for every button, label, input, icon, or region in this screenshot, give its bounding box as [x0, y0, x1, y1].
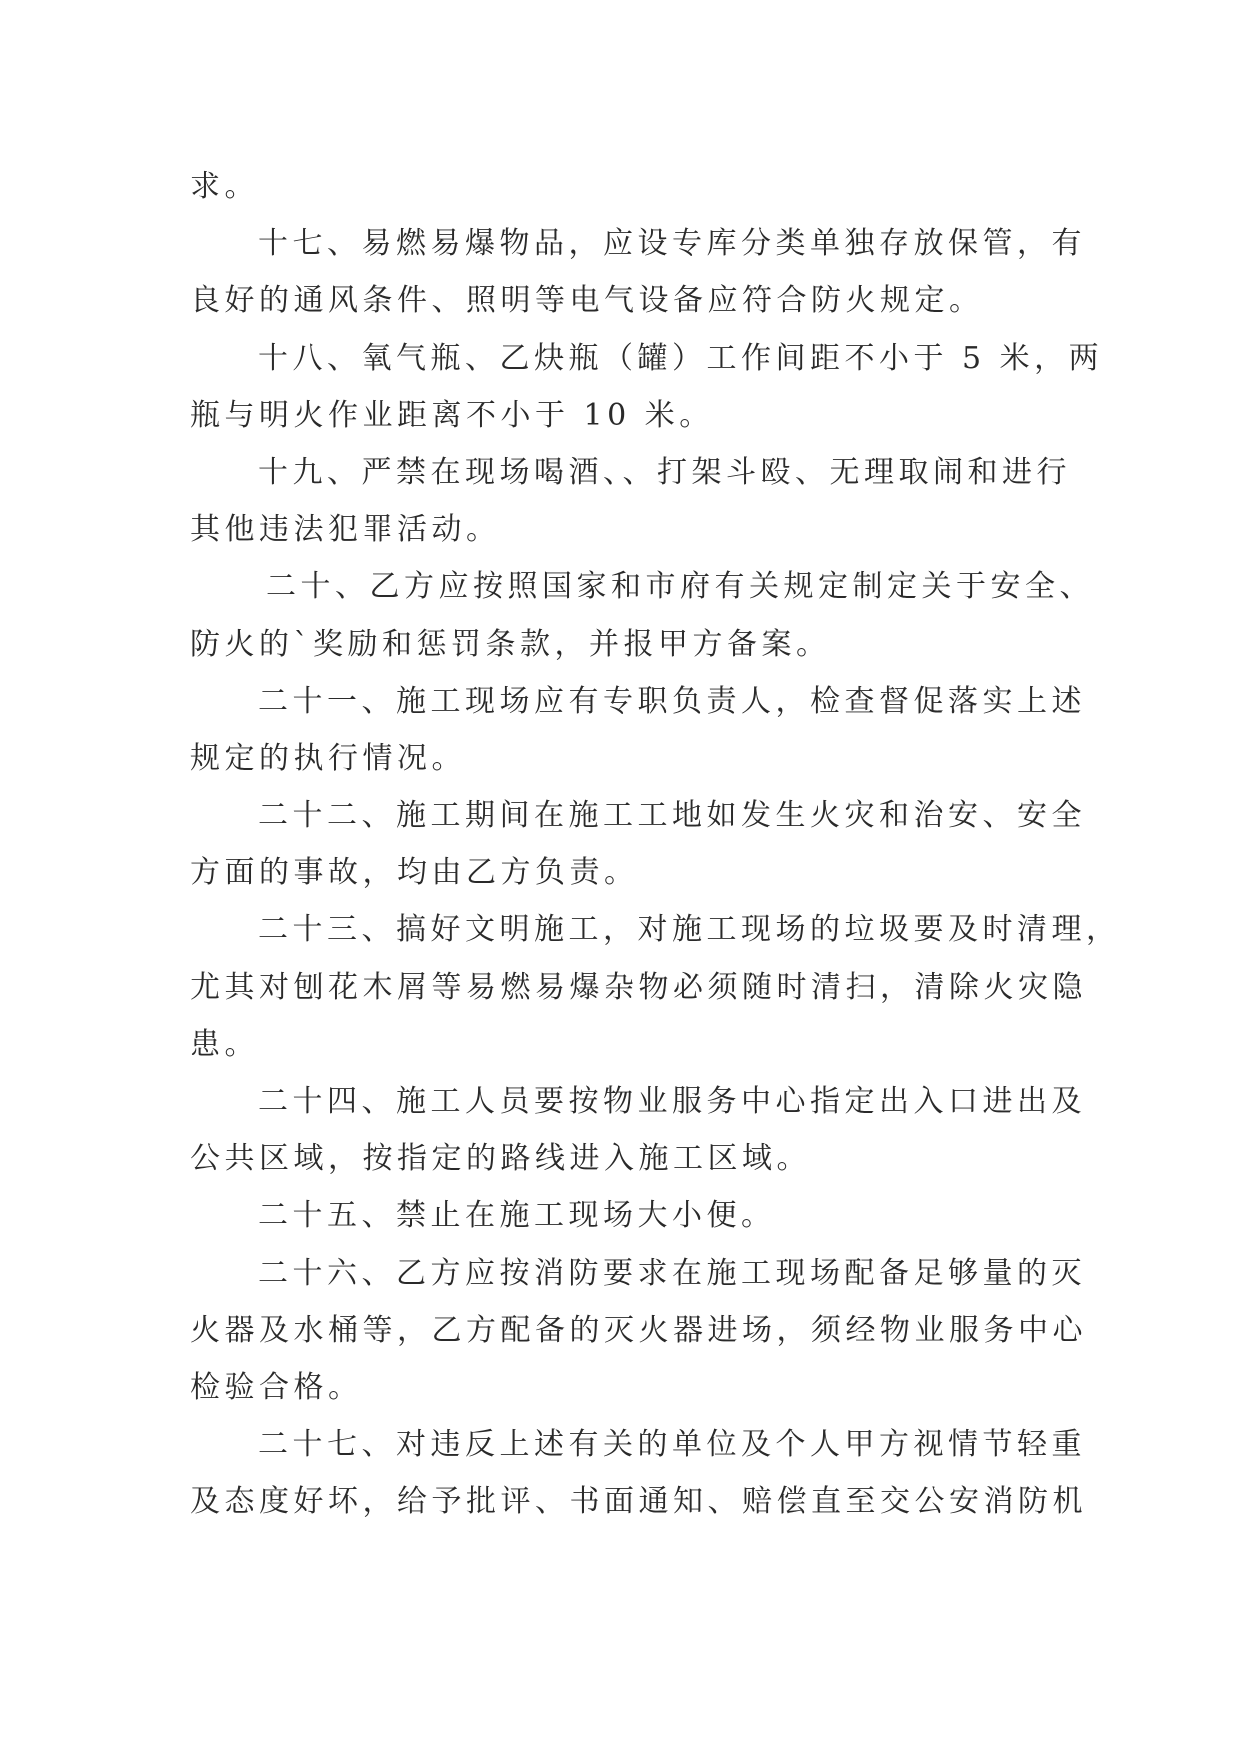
text-line: 瓶与明火作业距离不小于 10 米。 — [190, 397, 714, 433]
text-line: 二十二、施工期间在施工工地如发生火灾和治安、安全 — [258, 798, 1086, 834]
text-line: 二十五、禁止在施工现场大小便。 — [258, 1198, 776, 1234]
text-line: 良好的通风条件、照明等电气设备应符合防火规定。 — [190, 283, 984, 319]
text-line: 公共区域，按指定的路线进入施工区域。 — [190, 1141, 811, 1177]
text-line: 十九、严禁在现场喝酒、、打架斗殴、无理取闹和进行 — [258, 454, 1071, 490]
text-line: 十八、氧气瓶、乙炔瓶（罐）工作间距不小于 5 米，两 — [258, 340, 1104, 376]
text-line: 二十、乙方应按照国家和市府有关规定制定关于安全、 — [266, 569, 1094, 605]
text-line: 十七、易燃易爆物品，应设专库分类单独存放保管，有 — [258, 226, 1086, 262]
text-line: 其他违法犯罪活动。 — [190, 512, 501, 548]
text-line: 及态度好坏，给予批评、书面通知、赔偿直至交公安消防机 — [190, 1484, 1087, 1520]
text-line: 火器及水桶等，乙方配备的灭火器进场，须经物业服务中心 — [190, 1312, 1087, 1348]
document-body — [190, 158, 1121, 1531]
text-line: 患。 — [190, 1026, 259, 1062]
text-line: 二十一、施工现场应有专职负责人，检查督促落实上述 — [258, 683, 1086, 719]
text-line: 防火的`奖励和惩罚条款，并报甲方备案。 — [190, 626, 831, 662]
text-line: 求。 — [190, 169, 259, 204]
text-line: 方面的事故，均由乙方负责。 — [190, 855, 639, 891]
text-line: 二十六、乙方应按消防要求在施工现场配备足够量的灭 — [258, 1255, 1086, 1291]
text-line: 规定的执行情况。 — [190, 740, 466, 776]
text-line: 二十三、搞好文明施工，对施工现场的垃圾要及时清理， — [258, 912, 1121, 948]
text-line: 二十七、对违反上述有关的单位及个人甲方视情节轻重 — [258, 1427, 1086, 1463]
text-line: 尤其对刨花木屑等易燃易爆杂物必须随时清扫，清除火灾隐 — [190, 969, 1087, 1005]
text-line: 二十四、施工人员要按物业服务中心指定出入口进出及 — [258, 1084, 1086, 1119]
text-line: 检验合格。 — [190, 1369, 363, 1405]
